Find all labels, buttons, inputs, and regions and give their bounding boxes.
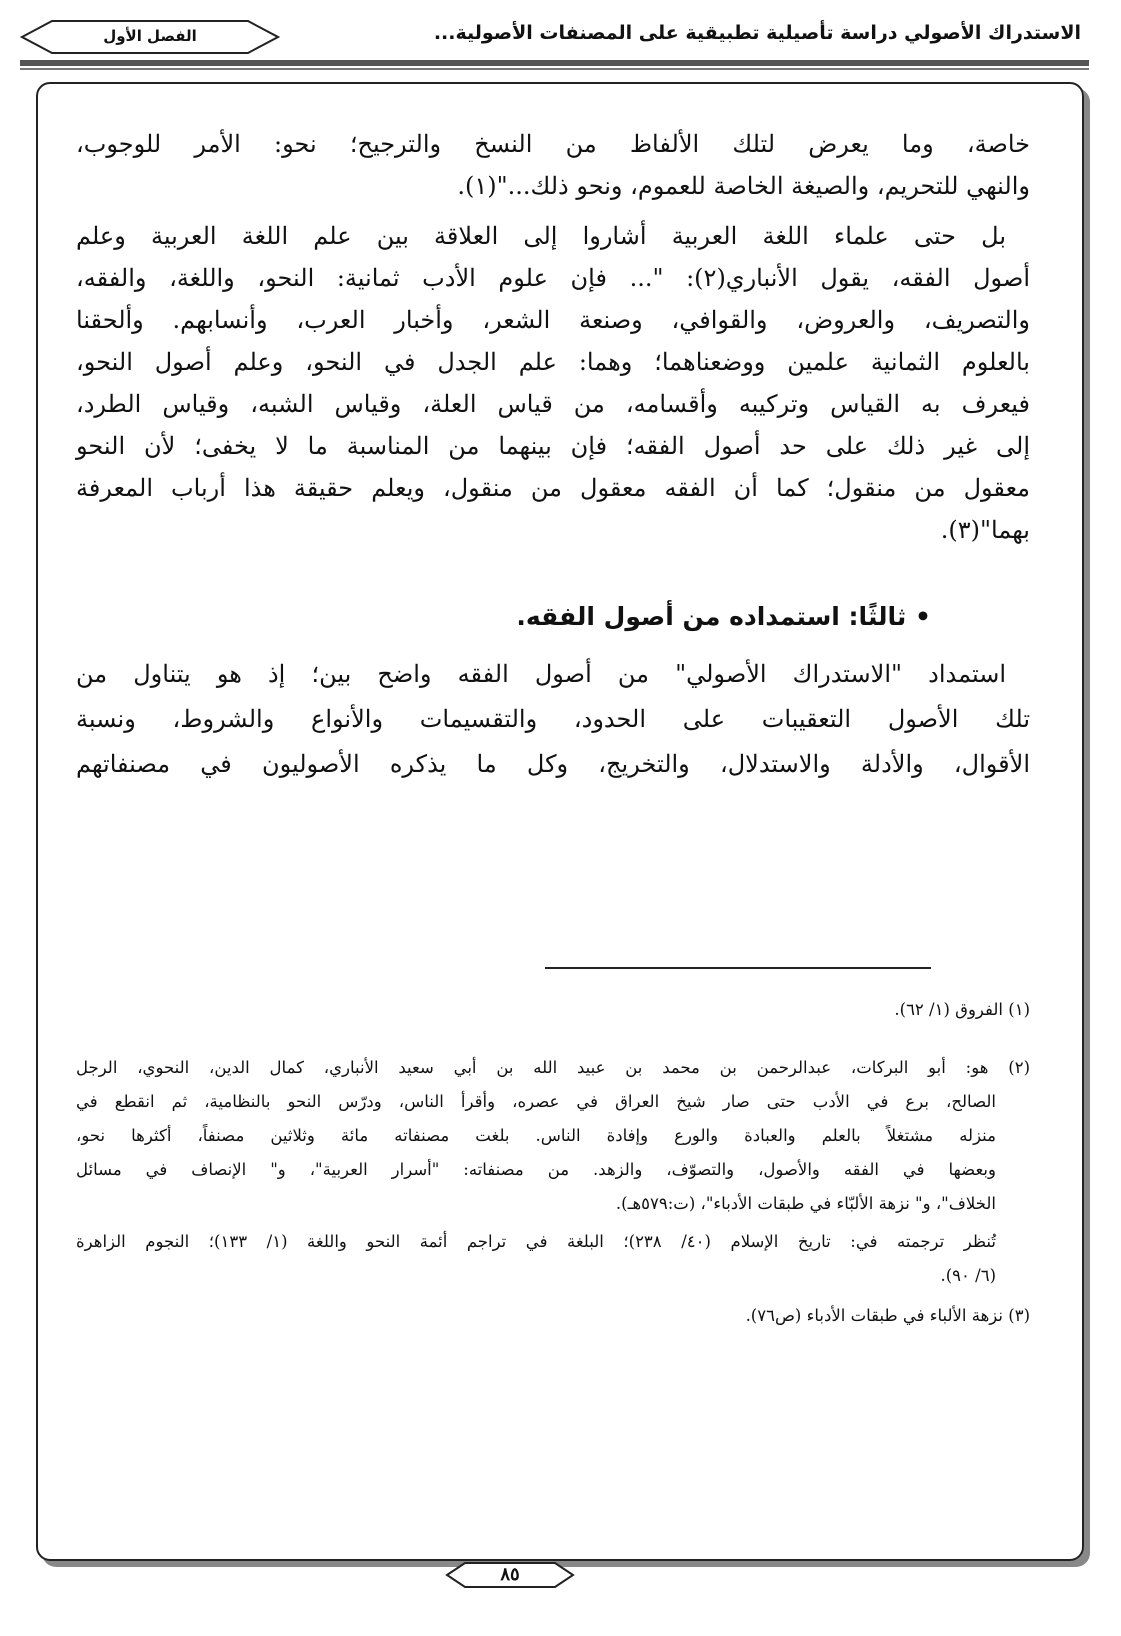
footnote: (٦/ ٩٠). [940, 1266, 996, 1285]
header-rule [20, 60, 1089, 66]
footnote: الخلاف"، و" نزهة الألبّاء في طبقات الأدباء"، (ت:٥٧٩هـ). [615, 1194, 996, 1213]
chapter-badge [20, 18, 280, 56]
footnote: وبعضها في الفقه والأصول، والتصوّف، والزهد. من مصنفاته: "أسرار العربية"، و" الإنصاف في مسائل [76, 1160, 996, 1179]
header-rule-thin [20, 68, 1089, 70]
footnote-separator [545, 967, 931, 969]
body-line: بل حتى علماء اللغة العربية أشاروا إلى العلاقة بين علم اللغة العربية وعلم [76, 222, 1006, 250]
body-line: بهما"(٣). [940, 516, 1030, 544]
footnote: منزله مشتغلاً بالعلم والعبادة والورع وإفادة الناس. بلغت مصنفاته مائة وثلاثين مصنفاً، أكثرها نحو، [76, 1126, 996, 1145]
footnote: (٢) هو: أبو البركات، عبدالرحمن بن محمد بن عبيد الله بن أبي سعيد الأنباري، كمال الدين، النحوي، الرجل [76, 1058, 1030, 1077]
page-number: ٨٥ [500, 1564, 520, 1585]
body-line: استمداد "الاستدراك الأصولي" من أصول الفقه واضح بين؛ إذ هو يتناول من [76, 660, 1006, 688]
footnote: تُنظر ترجمته في: تاريخ الإسلام (٤٠/ ٢٣٨)؛ البلغة في تراجم أئمة النحو واللغة (١/ ١٣٣)؛ النجوم الزاهرة [76, 1232, 996, 1251]
footnote: (٣) نزهة الألباء في طبقات الأدباء (ص٧٦). [745, 1306, 1030, 1325]
body-line: خاصة، وما يعرض لتلك الألفاظ من النسخ والترجيح؛ نحو: الأمر للوجوب، [76, 130, 1030, 158]
footnote: الصالح، برع في الأدب حتى صار شيخ العراق في عصره، وأقرأ الناس، ودرّس النحو بالنظامية، ثم انقطع في [76, 1092, 996, 1111]
chapter-label: الفصل الأول [103, 27, 197, 45]
page-frame [36, 82, 1084, 1561]
page-number-badge [445, 1561, 575, 1589]
section-heading: • ثالثًا: استمداده من أصول الفقه. [516, 602, 931, 631]
body-line: تلك الأصول التعقيبات على الحدود، والتقسيمات والأنواع والشروط، ونسبة [76, 705, 1030, 733]
footnote: (١) الفروق (١/ ٦٢). [894, 1000, 1030, 1019]
body-line: والنهي للتحريم، والصيغة الخاصة للعموم، ونحو ذلك..."(١). [457, 172, 1030, 200]
body-line: أصول الفقه، يقول الأنباري(٢): "... فإن علوم الأدب ثمانية: النحو، واللغة، والفقه، [76, 264, 1030, 292]
book-title: الاستدراك الأصولي دراسة تأصيلية تطبيقية على المصنفات الأصولية... [433, 22, 1081, 44]
body-line: بالعلوم الثمانية علمين ووضعناهما؛ وهما: علم الجدل في النحو، وعلم أصول النحو، [76, 348, 1030, 376]
body-line: الأقوال، والأدلة والاستدلال، والتخريج، وكل ما يذكره الأصوليون في مصنفاتهم [76, 750, 1030, 778]
body-line: إلى غير ذلك على حد أصول الفقه؛ فإن بينهما من المناسبة ما لا يخفى؛ لأن النحو [76, 432, 1031, 460]
body-line: معقول من منقول؛ كما أن الفقه معقول من منقول، ويعلم حقيقة هذا أرباب المعرفة [76, 474, 1030, 502]
body-line: والتصريف، والعروض، والقوافي، وصنعة الشعر، وأخبار العرب، وأنسابهم. وألحقنا [76, 306, 1030, 334]
body-line: فيعرف به القياس وتركيبه وأقسامه، من قياس العلة، وقياس الشبه، وقياس الطرد، [76, 390, 1030, 418]
